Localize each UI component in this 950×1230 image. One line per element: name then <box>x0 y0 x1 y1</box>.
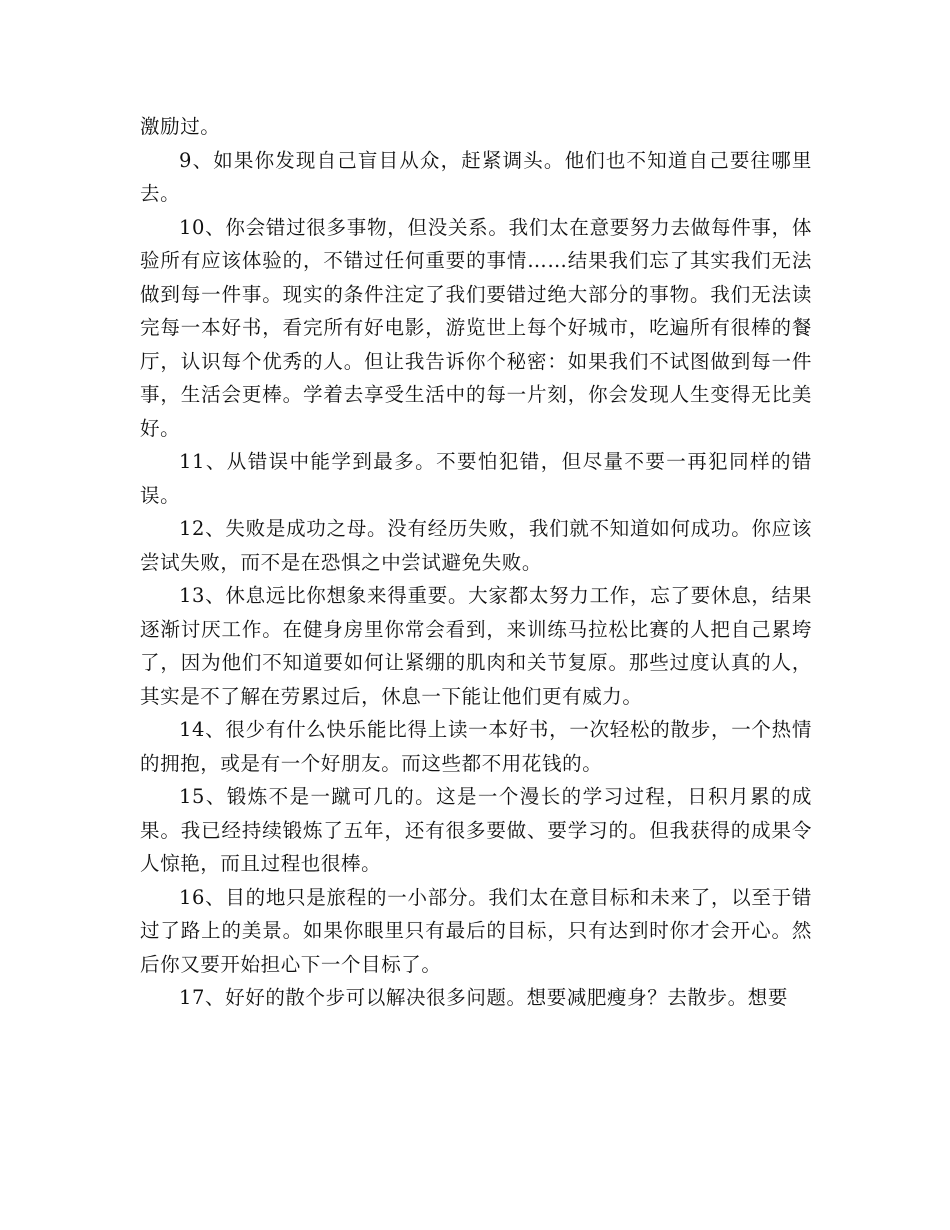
paragraph-continuation: 激励过。 <box>140 115 221 138</box>
paragraph-item-16: 16、目的地只是旅程的一小部分。我们太在意目标和未来了，以至于错过了路上的美景。如果你眼里只有最后的目标，只有达到时你才会开心。然后你又要开始担心下一个目标了。 <box>140 885 812 976</box>
paragraph-item-17: 17、好好的散个步可以解决很多问题。想要减肥瘦身？去散步。想要 <box>179 986 788 1009</box>
paragraph-item-14: 14、很少有什么快乐能比得上读一本好书，一次轻松的散步，一个热情的拥抱，或是有一个好朋友。而这些都不用花钱的。 <box>140 718 812 775</box>
paragraph-item-11: 11、从错误中能学到最多。不要怕犯错，但尽量不要一再犯同样的错误。 <box>140 450 812 507</box>
paragraph-item-15: 15、锻炼不是一蹴可几的。这是一个漫长的学习过程，日积月累的成果。我已经持续锻炼了五年，还有很多要做、要学习的。但我获得的成果令人惊艳，而且过程也很棒。 <box>140 785 812 875</box>
paragraph-item-9: 9、如果你发现自己盲目从众，赶紧调头。他们也不知道自己要往哪里去。 <box>140 148 812 205</box>
document-body <box>140 110 812 1015</box>
paragraph-item-10: 10、你会错过很多事物，但没关系。我们太在意要努力去做每件事，体验所有应该体验的，不错过任何重要的事情……结果我们忘了其实我们无法做到每一件事。现实的条件注定了我们要错过绝大部分的事物。我们无法读完每一本好书，看完所有好电影，游览世上每个好城市，吃遍所有很棒的餐厅，认识每个优秀的人。但让我告诉你个秘密：如果我们不试图做到每一件事，生活会更棒。学着去享受生活中的每一片刻，你会发现人生变得无比美好。 <box>140 215 812 440</box>
paragraph-item-13: 13、休息远比你想象来得重要。大家都太努力工作，忘了要休息，结果逐渐讨厌工作。在健身房里你常会看到，来训练马拉松比赛的人把自己累垮了，因为他们不知道要如何让紧绷的肌肉和关节复原。那些过度认真的人，其实是不了解在劳累过后，休息一下能让他们更有威力。 <box>140 584 812 708</box>
paragraph-item-12: 12、失败是成功之母。没有经历失败，我们就不知道如何成功。你应该尝试失败，而不是在恐惧之中尝试避免失败。 <box>140 517 812 574</box>
